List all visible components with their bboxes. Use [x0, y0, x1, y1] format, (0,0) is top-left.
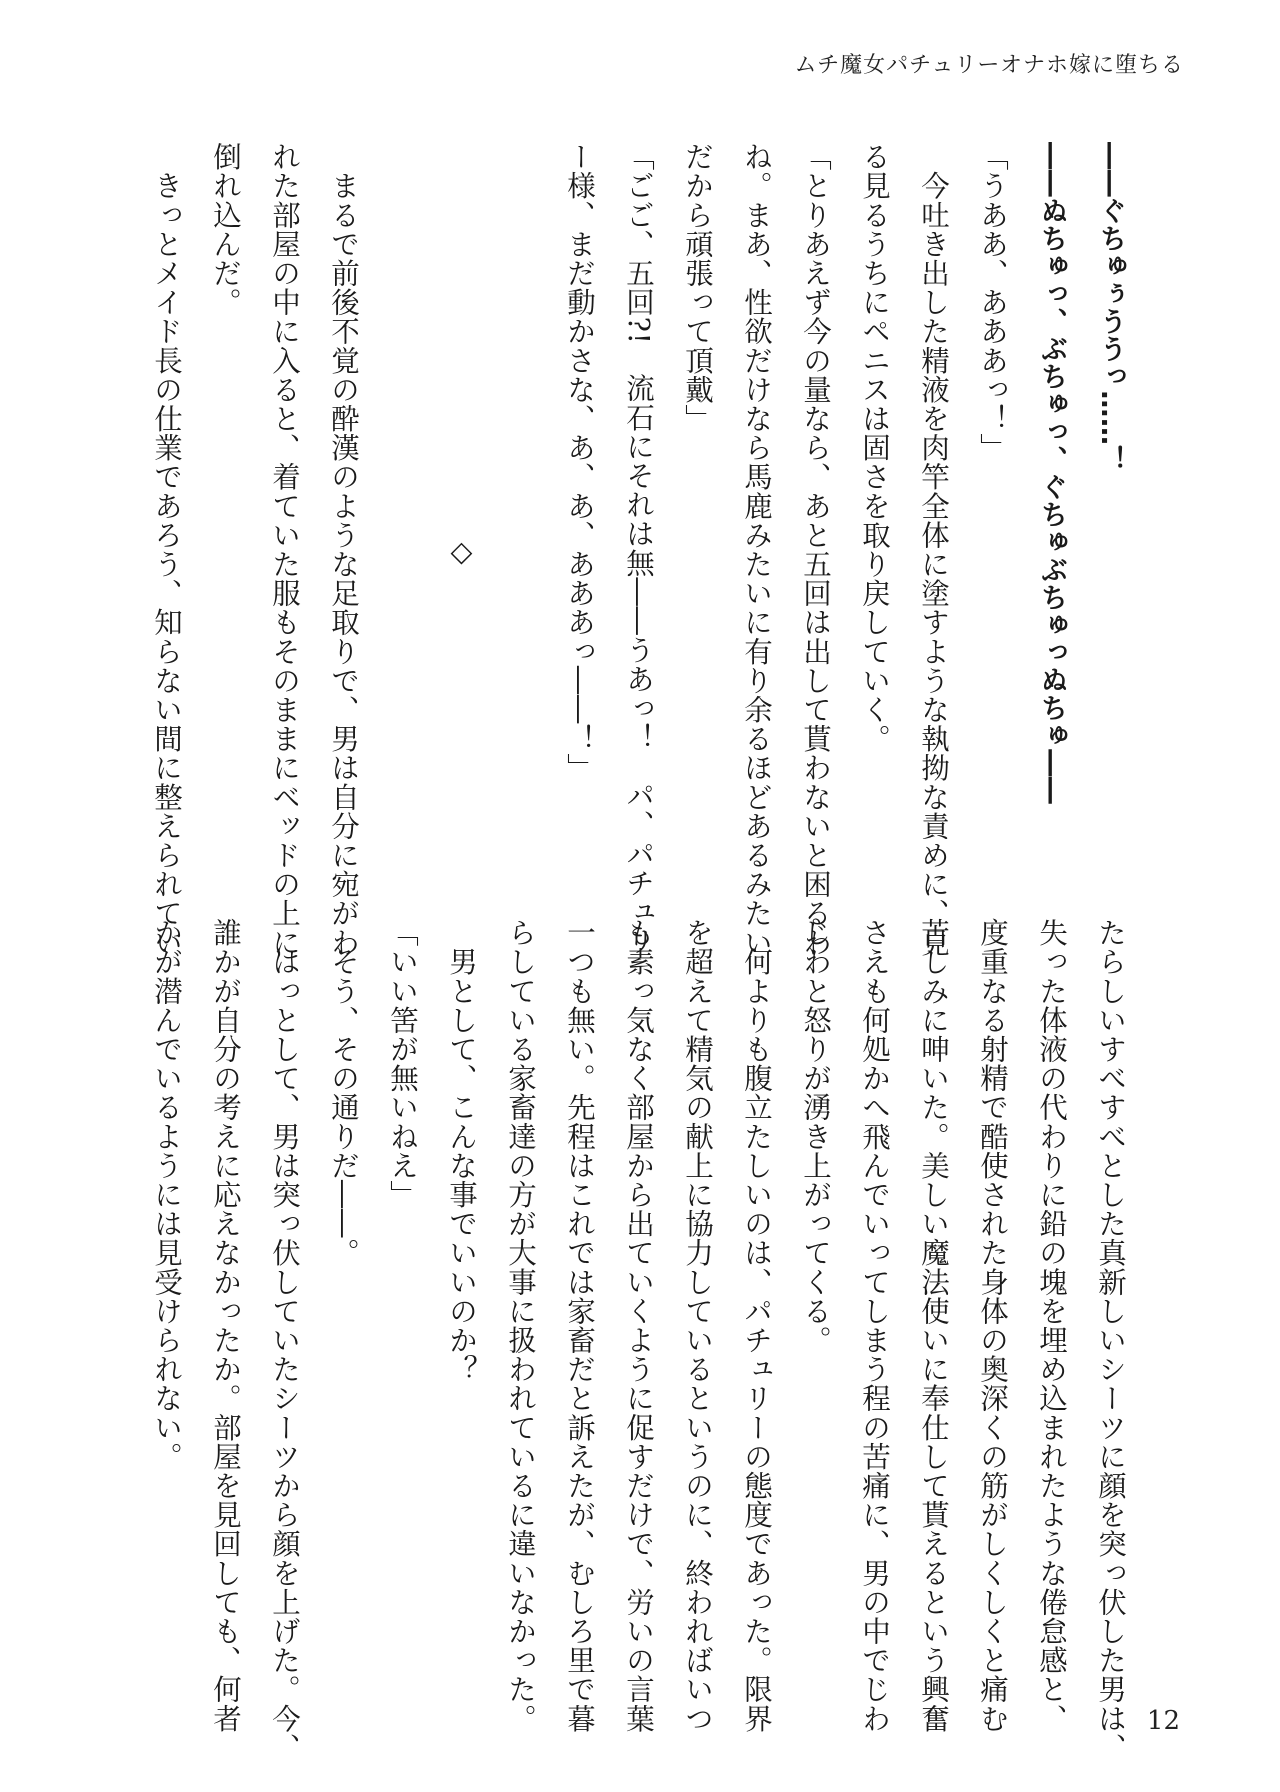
text-line: 男として、こんな事でいいのか？ [445, 918, 478, 1384]
text-line: 倒れ込んだ。 [209, 142, 242, 317]
running-title: ムチ魔女パチュリーオナホ嫁に堕ちる [794, 53, 1184, 78]
text-line: 今吐き出した精液を肉竿全体に塗すような執拗な責めに、見 [917, 142, 950, 957]
text-line: 「うああ、あああっ！」 [976, 142, 1009, 463]
text-line: 何よりも腹立たしいのは、パチュリーの態度であった。限界 [740, 918, 773, 1733]
text-line: さえも何処かへ飛んでいってしまう程の苦痛に、男の中でじわ [858, 918, 891, 1733]
lower-text-block [120, 918, 1140, 1762]
text-line: かが潜んでいるようには見受けられない。 [150, 918, 183, 1471]
text-line: 一つも無い。先程はこれでは家畜だと訴えたが、むしろ里で暮 [563, 918, 596, 1733]
text-line: 「とりあえず今の量なら、あと五回は出して貰わないと困るわ [799, 142, 832, 957]
text-line: らしている家畜達の方が大事に扱われているに違いなかった。 [504, 918, 537, 1733]
text-line: れた部屋の中に入ると、着ていた服もそのままにベッドの上に [268, 142, 301, 957]
text-line: はっとして、男は突っ伏していたシーツから顔を上げた。今、 [268, 918, 301, 1762]
text-line: まるで前後不覚の酔漢のような足取りで、男は自分に宛がわ [327, 142, 360, 957]
text-line: ね。まあ、性欲だけなら馬鹿みたいに有り余るほどあるみたい [740, 142, 773, 957]
text-line: きっとメイド長の仕業であろう、知らない間に整えられてい [150, 142, 183, 957]
text-line: ー様、まだ動かさな、あ、あ、あああっ――！」 [563, 142, 596, 783]
text-line: ――ぐちゅぅううっ……！ [1095, 142, 1126, 474]
text-line: たらしいすべすべとした真新しいシーツに顔を突っ伏した男は、 [1094, 918, 1127, 1762]
text-line: 度重なる射精で酷使された身体の奥深くの筋がしくしくと痛む [976, 918, 1009, 1733]
upper-text-block [120, 142, 1140, 957]
text-line: 苦しみに呻いた。美しい魔法使いに奉仕して貰えるという興奮 [917, 918, 950, 1733]
text-line: 「いい筈が無いねえ」 [386, 918, 419, 1209]
text-line: も素っ気なく部屋から出ていくように促すだけで、労いの言葉 [622, 918, 655, 1733]
text-line: じわと怒りが湧き上がってくる。 [799, 918, 832, 1355]
section-break-diamond: ◇ [445, 535, 478, 569]
text-line: そう、その通りだ――。 [327, 918, 360, 1268]
blank-line [373, 142, 432, 902]
blank-line [491, 142, 550, 902]
text-line: 誰かが自分の考えに応えなかったか。部屋を見回しても、何者 [209, 918, 242, 1733]
text-line: 失った体液の代わりに鉛の塊を埋め込まれたような倦怠感と、 [1035, 918, 1068, 1733]
text-line: る見るうちにペニスは固さを取り戻していく。 [858, 142, 891, 754]
text-line: 「ごご、五回?! 流石にそれは無――うあっ！ パ、パチュリ [622, 142, 655, 956]
page-number: 12 [1146, 1706, 1180, 1736]
text-line: を超えて精気の献上に協力しているというのに、終わればいつ [681, 918, 714, 1733]
text-line: だから頑張って頂戴」 [681, 142, 714, 433]
text-line: ――ぬちゅっ、ぶちゅっ、ぐちゅぶちゅっぬちゅ―― [1036, 142, 1067, 805]
